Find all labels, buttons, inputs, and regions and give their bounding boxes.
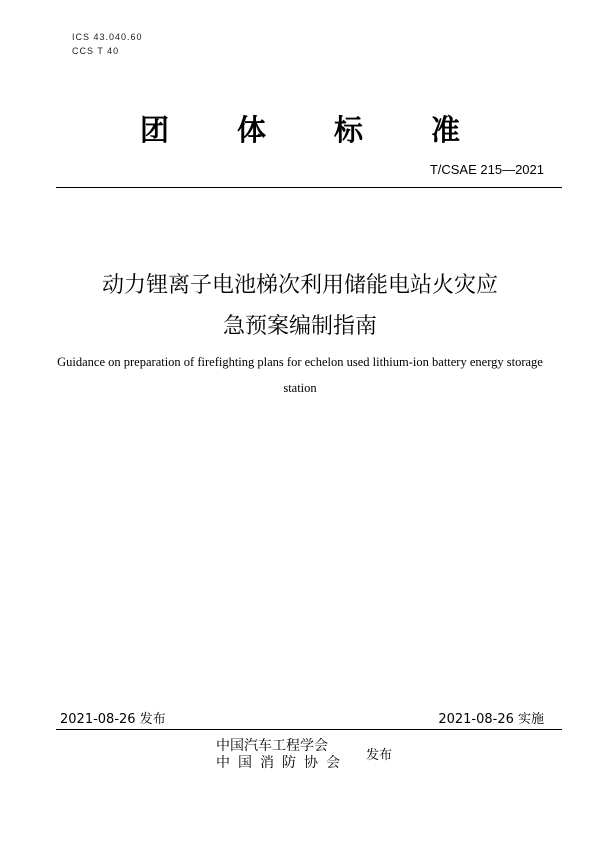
- standard-number: T/CSAE 215—2021: [429, 162, 544, 177]
- doc-type-char: 体: [236, 113, 266, 147]
- issuing-organization-2: 中国消防协会: [216, 755, 348, 771]
- bottom-divider: [56, 729, 562, 730]
- issuing-organization-1: 中国汽车工程学会: [216, 738, 328, 754]
- publish-date: 2021-08-26 发布: [60, 712, 166, 727]
- doc-type-char: 准: [431, 113, 461, 147]
- ccs-code: CCS T 40: [72, 46, 120, 56]
- document-type-heading: [0, 108, 600, 149]
- doc-type-char: 团: [139, 113, 169, 147]
- issued-label: 发布: [366, 748, 393, 763]
- title-chinese-line1: 动力锂离子电池梯次利用储能电站火灾应: [101, 273, 498, 298]
- ics-code: ICS 43.040.60: [72, 32, 143, 42]
- top-divider: [56, 187, 562, 188]
- title-chinese-line2: 急预案编制指南: [222, 314, 377, 339]
- doc-type-char: 标: [334, 113, 364, 147]
- implement-date: 2021-08-26 实施: [438, 712, 544, 727]
- title-english: Guidance on preparation of firefighting plans for echelon used lithium-ion battery energy storage station: [57, 355, 543, 395]
